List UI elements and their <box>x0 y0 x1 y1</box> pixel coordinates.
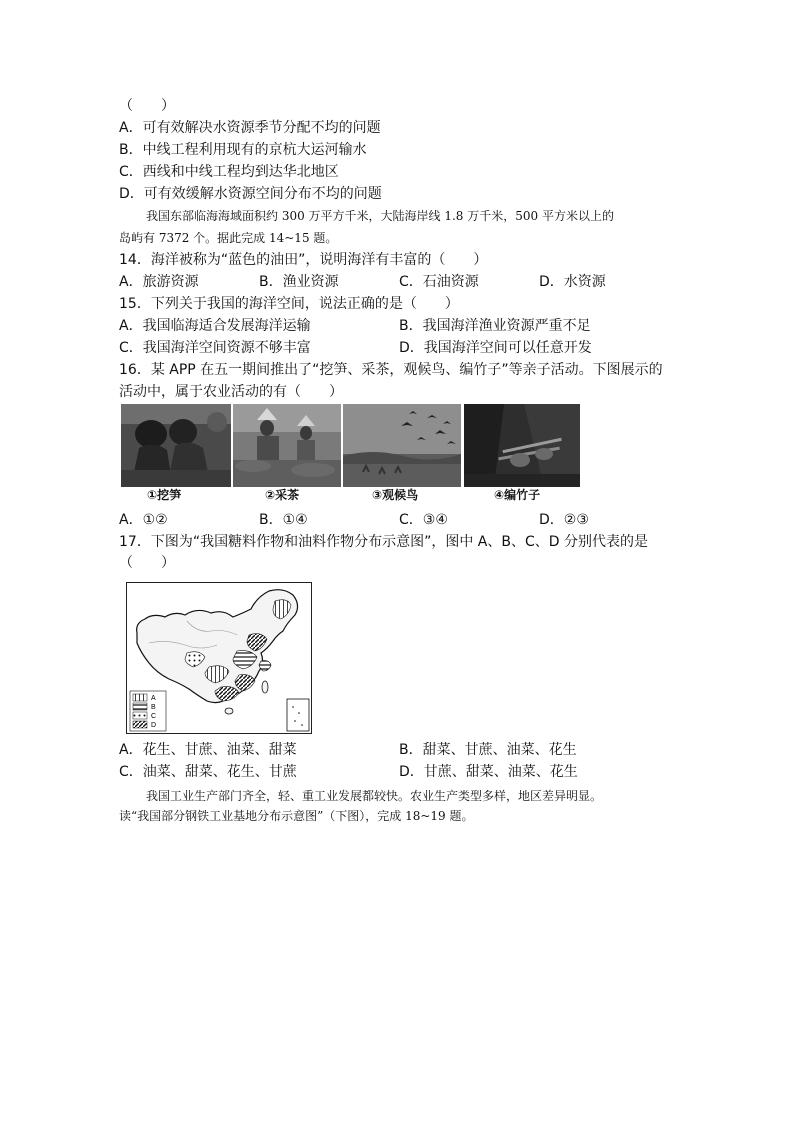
q14-option-c: C．石油资源 <box>399 274 479 290</box>
q16-option-d: D．②③ <box>539 512 589 528</box>
q15-option-c: C．我国海洋空间资源不够丰富 <box>119 340 311 356</box>
q14-option-d: D．水资源 <box>539 274 606 290</box>
q16-option-b: B．①④ <box>259 512 308 528</box>
q17-option-a: A．花生、甘蔗、油菜、甜菜 <box>119 742 297 758</box>
q17-option-c: C．油菜、甜菜、花生、甘蔗 <box>119 764 297 780</box>
q13-option-c: C．西线和中线工程均到达华北地区 <box>119 164 339 180</box>
q16-stem-line2: 活动中，属于农业活动的有（ ） <box>119 384 343 400</box>
q17-stem: 17．下图为“我国糖料作物和油料作物分布示意图”，图中 A、B、C、D 分别代表的是 <box>119 534 648 550</box>
q16-photo-strip <box>121 404 580 487</box>
q13-blank: （ ） <box>119 98 175 114</box>
q16-stem-line1: 16．某 APP 在五一期间推出了“挖笋、采茶，观候鸟、编竹子”等亲子活动。下图展示的 <box>119 362 663 378</box>
q17-option-b: B．甜菜、甘蔗、油菜、花生 <box>399 742 577 758</box>
q13-option-b: B．中线工程利用现有的京杭大运河输水 <box>119 142 367 158</box>
context-14-15-line1: 我国东部临海海域面积约 300 万平方千米，大陆海岸线 1.8 万千米，500 平方米以上的 <box>146 209 614 223</box>
legend-a: A <box>151 695 156 702</box>
q14-option-b: B．渔业资源 <box>259 274 339 290</box>
legend-b: B <box>151 704 156 711</box>
q17-option-d: D．甘蔗、甜菜、油菜、花生 <box>399 764 578 780</box>
photo-weaving-bamboo <box>464 404 580 487</box>
q13-option-d: D．可有效缓解水资源空间分布不均的问题 <box>119 186 382 202</box>
context-14-15-line2: 岛屿有 7372 个。据此完成 14~15 题。 <box>119 231 338 245</box>
q14-option-a: A．旅游资源 <box>119 274 199 290</box>
caption-2: ②采茶 <box>265 488 300 502</box>
legend-c: C <box>151 713 157 720</box>
caption-4: ④编竹子 <box>494 488 541 502</box>
photo-bird-watching <box>343 404 461 487</box>
q15-option-a: A．我国临海适合发展海洋运输 <box>119 318 311 334</box>
q15-stem: 15．下列关于我国的海洋空间，说法正确的是（ ） <box>119 296 459 312</box>
q15-option-d: D．我国海洋空间可以任意开发 <box>399 340 592 356</box>
legend-d: D <box>151 722 157 729</box>
photo-digging-shoots <box>121 404 231 487</box>
caption-3: ③观候鸟 <box>372 488 419 502</box>
crop-distribution-map <box>126 582 312 734</box>
q16-option-c: C．③④ <box>399 512 448 528</box>
q17-blank: （ ） <box>119 555 175 571</box>
context-18-19-line2: 读“我国部分钢铁工业基地分布示意图”（下图），完成 18~19 题。 <box>119 809 474 823</box>
q14-stem: 14．海洋被称为“蓝色的油田”，说明海洋有丰富的（ ） <box>119 252 488 268</box>
q16-option-a: A．①② <box>119 512 168 528</box>
photo-picking-tea <box>233 404 341 487</box>
context-18-19-line1: 我国工业生产部门齐全，轻、重工业发展都较快。农业生产类型多样，地区差异明显。 <box>146 789 603 803</box>
caption-1: ①挖笋 <box>147 488 182 502</box>
q13-option-a: A．可有效解决水资源季节分配不均的问题 <box>119 120 381 136</box>
q15-option-b: B．我国海洋渔业资源严重不足 <box>399 318 591 334</box>
